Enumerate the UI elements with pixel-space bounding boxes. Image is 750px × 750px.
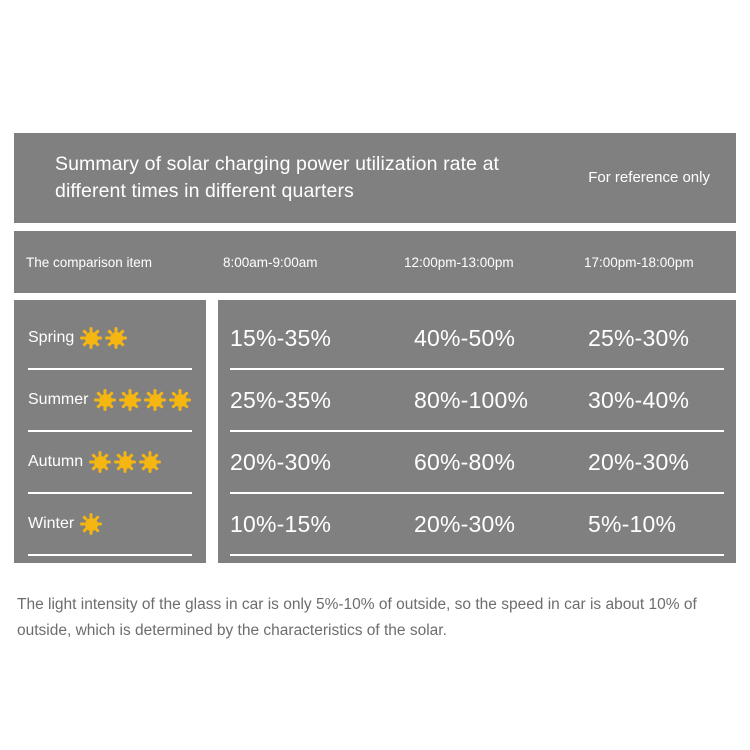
sun-icon bbox=[80, 513, 102, 535]
sun-rating-spring bbox=[80, 327, 127, 349]
sun-icon bbox=[80, 327, 102, 349]
season-label: Summer bbox=[28, 391, 89, 408]
sun-icon bbox=[119, 389, 141, 411]
value-cell: 5%-10% bbox=[588, 510, 677, 537]
sun-icon bbox=[169, 389, 191, 411]
value-row-winter bbox=[230, 494, 724, 556]
sun-rating-winter bbox=[80, 513, 102, 535]
value-row-spring bbox=[230, 308, 724, 370]
sun-icon bbox=[89, 451, 111, 473]
sun-rating-summer bbox=[94, 389, 191, 411]
value-cell: 20%-30% bbox=[588, 448, 690, 475]
value-cell: 60%-80% bbox=[414, 448, 516, 475]
season-row-autumn bbox=[28, 432, 192, 494]
sun-icon bbox=[114, 451, 136, 473]
value-cell: 20%-30% bbox=[230, 448, 332, 475]
column-header-item: The comparison item bbox=[26, 254, 153, 270]
reference-note: For reference only bbox=[588, 168, 710, 186]
column-header-noon: 12:00pm-13:00pm bbox=[404, 254, 514, 270]
season-panel bbox=[14, 300, 206, 563]
season-row-winter bbox=[28, 494, 192, 556]
season-row-spring bbox=[28, 308, 192, 370]
season-label: Winter bbox=[28, 515, 75, 532]
value-cell: 10%-15% bbox=[230, 510, 332, 537]
value-cell: 25%-35% bbox=[230, 386, 332, 413]
sun-icon bbox=[139, 451, 161, 473]
sun-icon bbox=[105, 327, 127, 349]
column-header-morning: 8:00am-9:00am bbox=[223, 254, 318, 270]
season-label: Autumn bbox=[28, 453, 84, 470]
value-cell: 15%-35% bbox=[230, 324, 332, 351]
value-cell: 80%-100% bbox=[414, 386, 529, 413]
value-row-summer bbox=[230, 370, 724, 432]
values-panel bbox=[218, 300, 736, 563]
sun-icon bbox=[94, 389, 116, 411]
value-cell: 20%-30% bbox=[414, 510, 516, 537]
season-row-summer bbox=[28, 370, 192, 432]
season-label: Spring bbox=[28, 329, 75, 346]
value-cell: 25%-30% bbox=[588, 324, 690, 351]
sun-rating-autumn bbox=[89, 451, 161, 473]
value-cell: 30%-40% bbox=[588, 386, 690, 413]
title-band bbox=[14, 133, 736, 223]
table-header-row bbox=[14, 231, 736, 293]
sun-icon bbox=[144, 389, 166, 411]
value-row-autumn bbox=[230, 432, 724, 494]
column-header-evening: 17:00pm-18:00pm bbox=[584, 254, 694, 270]
footnote-text: The light intensity of the glass in car is only 5%-10% of outside, so the speed in car is about 10% of outside, which is determined by the characteristics of the solar. bbox=[17, 596, 697, 639]
page-title: Summary of solar charging power utilization rate at different times in different quarters bbox=[55, 153, 500, 202]
value-cell: 40%-50% bbox=[414, 324, 516, 351]
